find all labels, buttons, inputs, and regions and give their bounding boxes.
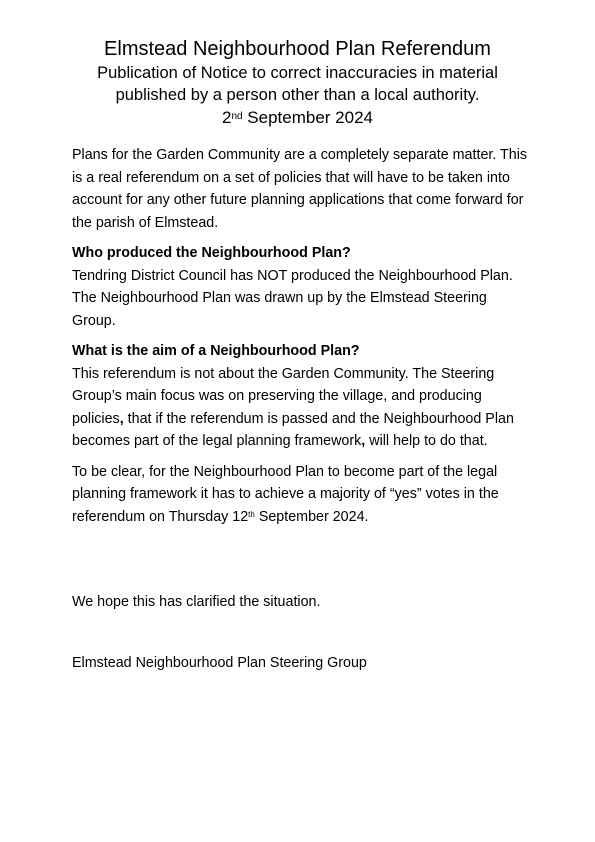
section-2-text-part-2: that if the referendum is passed and the Neighbourhood Plan becomes part of the legal planning framework [72, 410, 514, 449]
clarity-text-before: To be clear, for the Neighbourhood Plan to become part of the legal planning framework it has to achieve a majority of “yes” votes in the referendum on Thursday 12 [72, 463, 499, 525]
section-1-text: Tendring District Council has NOT produced the Neighbourhood Plan. The Neighbourhood Plan was drawn up by the Elmstead Steering Group. [72, 267, 513, 329]
document-body [72, 144, 532, 528]
closing-paragraph: We hope this has clarified the situation. [72, 594, 321, 610]
clarity-text-after: September 2024. [254, 508, 369, 525]
section-2-comma-2: , [361, 433, 366, 449]
date-suffix: nd [231, 111, 243, 122]
clarity-paragraph [72, 461, 532, 529]
date-day: 2 [221, 108, 232, 127]
header [0, 36, 595, 130]
section-2-heading: What is the aim of a Neighbourhood Plan? [72, 343, 360, 359]
clarity-date-suffix: th [248, 509, 255, 519]
publication-date [0, 106, 595, 130]
date-rest: September 2024 [242, 108, 373, 127]
section-2-text [72, 363, 532, 453]
intro-paragraph: Plans for the Garden Community are a completely separate matter. This is a real referendum on a set of policies that will have to be taken into account for any other future planning applications that come forward for the parish of Elmstead. [72, 147, 528, 231]
section-2-text-part-3: will help to do that. [365, 433, 488, 449]
document-title: Elmstead Neighbourhood Plan Referendum [104, 38, 491, 60]
subtitle-line-2: published by a person other than a local authority. [115, 86, 480, 104]
section-2-comma-1: , [119, 410, 124, 427]
section-2-text-part-1: This referendum is not about the Garden Community. The Steering Group’s main focus was on preserving the village, and producing policies [72, 365, 495, 427]
section-1-heading: Who produced the Neighbourhood Plan? [72, 245, 351, 261]
subtitle-line-1: Publication of Notice to correct inaccuracies in material [97, 64, 498, 82]
signature: Elmstead Neighbourhood Plan Steering Group [72, 655, 367, 671]
